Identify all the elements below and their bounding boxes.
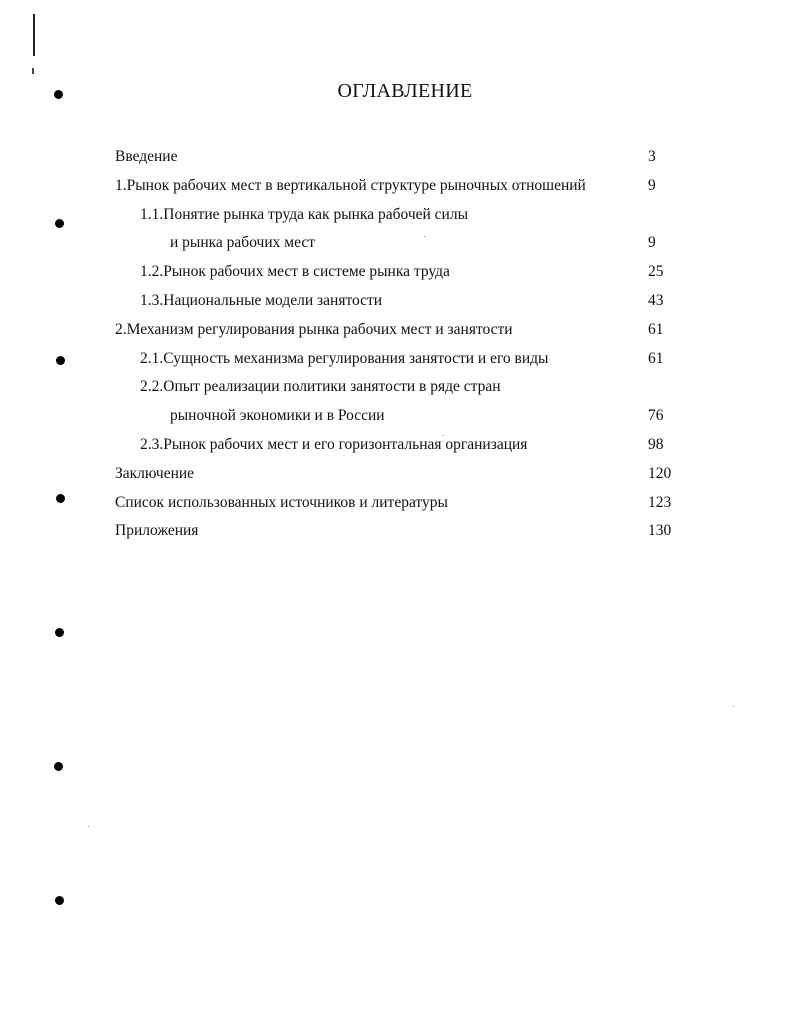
toc-entry-label: 1.Рынок рабочих мест в вертикальной структуре рыночных отношений [115,176,586,194]
toc-entry-label: Список использованных источников и литературы [115,493,448,511]
toc-entry-section-2-2 [115,373,675,402]
toc-entry-label: Приложения [115,522,199,540]
toc-entry-label: Заключение [115,464,195,482]
binder-hole-bullet [55,896,64,905]
toc-entry-appendices [115,517,675,546]
binder-hole-bullet [56,494,65,503]
toc-entry-section-1-3 [115,287,675,316]
toc-entry-page: 98 [648,435,664,453]
toc-entry-page: 123 [648,493,672,511]
toc-entry-page: 9 [648,234,656,252]
toc-entry-conclusion [115,460,675,489]
toc-entry-page: 61 [648,320,664,338]
toc-entry-page: 9 [648,176,656,194]
binder-hole-bullet [55,219,64,228]
toc-entry-label: 1.3.Национальные модели занятости [140,291,383,309]
scan-artifact-tick [32,68,34,74]
binder-hole-bullet [55,628,64,637]
toc-entry-chapter-1 [115,172,675,201]
page-title: ОГЛАВЛЕНИЕ [337,80,473,102]
toc-entry-references [115,489,675,518]
toc-entry-label: и рынка рабочих мест [170,234,315,252]
toc-entry-page: 130 [648,522,672,540]
toc-entry-page: 43 [648,291,664,309]
toc-entry-section-2-2-cont [115,402,675,431]
toc-entry-page: 3 [648,148,656,165]
toc-entry-section-2-1 [115,345,675,374]
toc-entry-introduction [115,143,675,172]
toc-entry-label: 1.2.Рынок рабочих мест в системе рынка труда [140,263,450,281]
toc-entry-label: 2.2.Опыт реализации политики занятости в ряде стран [140,378,501,396]
table-of-contents [115,143,675,546]
binder-hole-bullet [54,762,63,771]
toc-entry-label: 2.3.Рынок рабочих мест и его горизонтальная организация [140,435,528,453]
toc-entry-label: 2.1.Сущность механизма регулирования занятости и его виды [140,349,549,367]
binder-hole-bullet [56,356,65,365]
scan-artifact-line [33,14,35,56]
toc-entry-label: 2.Механизм регулирования рынка рабочих мест и занятости [115,320,513,338]
toc-entry-section-2-3 [115,431,675,460]
toc-entry-section-1-1-cont [115,229,675,258]
toc-entry-page: 76 [648,407,664,425]
scan-speck [88,826,89,827]
scan-speck [733,706,734,707]
toc-entry-page: 61 [648,349,664,367]
toc-entry-page: 120 [648,464,672,482]
toc-entry-chapter-2 [115,316,675,345]
toc-entry-label: рыночной экономики и в России [170,407,385,425]
toc-entry-page: 25 [648,263,664,281]
toc-entry-section-1-2 [115,258,675,287]
toc-entry-label: 1.1.Понятие рынка труда как рынка рабочей силы [140,205,468,223]
toc-entry-label: Введение [115,148,178,165]
toc-entry-section-1-1 [115,201,675,230]
